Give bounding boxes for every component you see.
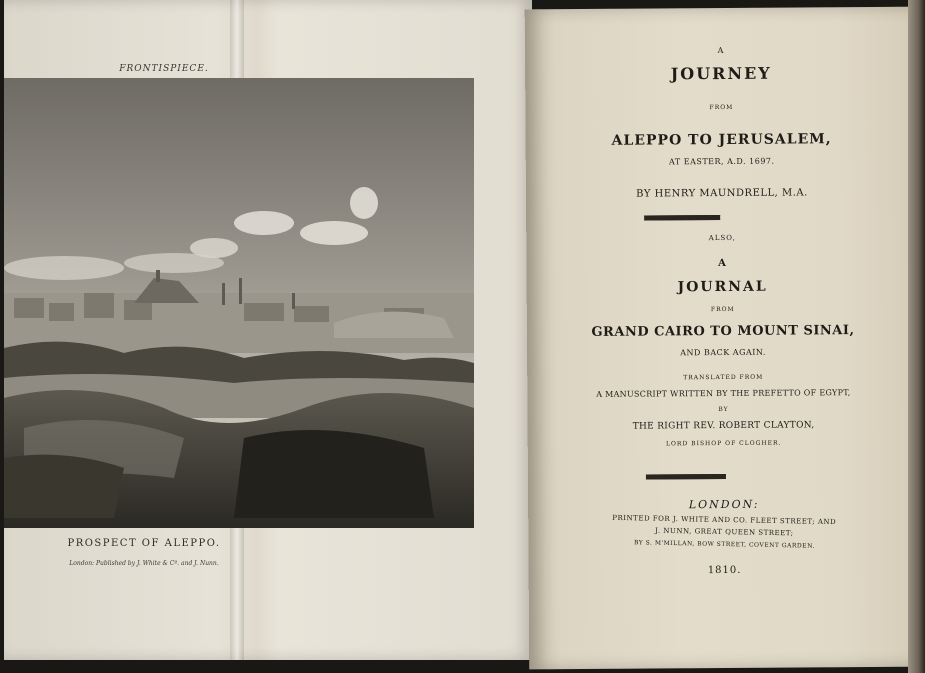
title-by: BY <box>718 405 729 414</box>
title-also: ALSO, <box>708 233 736 243</box>
title-from-2: FROM <box>710 305 735 314</box>
title-route-2: GRAND CAIRO TO MOUNT SINAI, <box>591 323 855 340</box>
ornamental-rule <box>644 215 720 221</box>
frontispiece-page <box>4 0 532 660</box>
imprint-line-3: BY S. M'MILLAN, BOW STREET, COVENT GARDEN. <box>633 539 815 550</box>
book-page-edges <box>908 0 925 673</box>
title-translated: TRANSLATED FROM <box>683 373 764 382</box>
plate-publisher-line: London: Published by J. White & Cº. and J. Nunn. <box>69 560 219 567</box>
plate-caption: PROSPECT OF ALEPPO. <box>67 538 221 549</box>
title-back-again: AND BACK AGAIN. <box>680 347 766 358</box>
title-date: AT EASTER, A.D. 1697. <box>668 156 775 167</box>
title-author: BY HENRY MAUNDRELL, M.A. <box>636 187 808 200</box>
title-from: FROM <box>709 103 734 112</box>
title-manuscript: A MANUSCRIPT WRITTEN BY THE PREFETTO OF EGYPT, <box>596 388 851 399</box>
ornamental-rule <box>646 474 726 480</box>
title-translator: THE RIGHT REV. ROBERT CLAYTON, <box>632 420 815 432</box>
aleppo-engraving <box>4 78 474 528</box>
title-article-2: A <box>718 257 727 270</box>
title-route: ALEPPO TO JERUSALEM, <box>611 131 832 149</box>
title-translator-office: LORD BISHOP OF CLOGHER. <box>665 439 782 448</box>
imprint-line-2: J. NUNN, GREAT QUEEN STREET; <box>655 526 794 538</box>
imprint-year: 1810. <box>707 564 742 577</box>
title-page <box>525 7 922 670</box>
title-journal: JOURNAL <box>677 278 768 296</box>
title-journey: JOURNEY <box>670 63 772 84</box>
imprint-city: LONDON: <box>688 497 760 512</box>
frontispiece-label: FRONTISPIECE. <box>119 64 209 74</box>
title-article: A <box>717 45 725 56</box>
imprint-line-1: PRINTED FOR J. WHITE AND CO. FLEET STREET; AND <box>612 513 837 527</box>
